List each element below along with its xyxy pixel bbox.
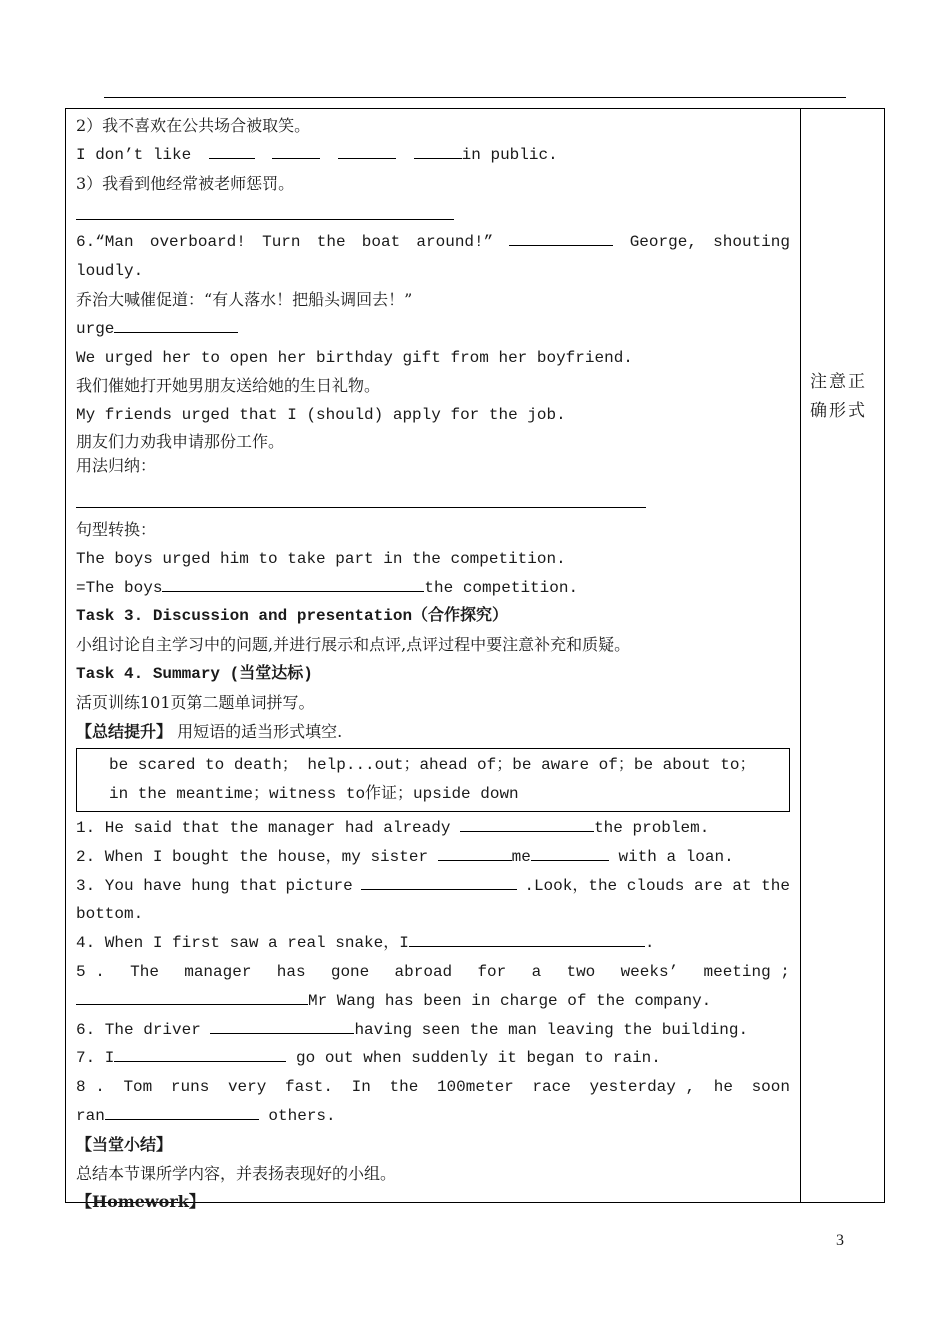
word: shouting — [713, 233, 790, 252]
word: 100meter — [436, 1078, 514, 1097]
word: race — [532, 1078, 571, 1097]
blank[interactable] — [114, 1044, 286, 1062]
question-8-continued — [76, 1102, 790, 1131]
word: boat — [361, 233, 401, 252]
transform-source: The boys urged him to take part in the competition. — [76, 549, 566, 568]
word: has — [276, 962, 306, 981]
word: abroad — [394, 962, 453, 981]
text: picture — [285, 876, 353, 895]
word: George, — [629, 233, 697, 252]
text: Mr Wang — [308, 991, 376, 1010]
blank[interactable] — [361, 872, 517, 890]
example-2: My friends urged that I (should) apply for the job. — [76, 406, 566, 425]
blank[interactable] — [105, 1102, 259, 1120]
example-1: We urged her to open her birthday gift from her boyfriend. — [76, 348, 633, 367]
question-3-continued: bottom. — [76, 905, 144, 924]
text: ran — [76, 1106, 105, 1125]
question-1 — [76, 814, 790, 843]
transform-label: 句型转换： — [76, 519, 157, 539]
page-number: 3 — [836, 1232, 844, 1249]
text: has been in charge of the company. — [384, 991, 712, 1010]
text: .Look，the clouds are at the — [524, 876, 790, 895]
word: meeting ; — [703, 962, 790, 981]
summary-heading: 【总结提升】 — [76, 721, 173, 741]
text: go out when suddenly it began to rain. — [296, 1049, 661, 1068]
word: 5 . — [76, 962, 105, 981]
question-5 — [76, 958, 790, 987]
text: . — [644, 934, 655, 953]
text: =The boys — [76, 578, 163, 597]
question-2 — [76, 843, 790, 872]
margin-note: 注意正确形式 — [810, 372, 867, 421]
blank[interactable] — [460, 814, 594, 832]
question-7 — [76, 1044, 790, 1073]
question-3 — [76, 872, 790, 901]
task-4-heading: Task 4. Summary (当堂达标) — [76, 664, 313, 683]
text: the problem. — [594, 818, 710, 837]
word: very — [227, 1078, 267, 1097]
word: soon — [751, 1078, 790, 1097]
text: 2. When I bought the house，my sister — [76, 847, 429, 866]
text: urge — [76, 319, 115, 338]
header-rule — [104, 97, 846, 98]
text: having seen the man leaving the building. — [354, 1020, 749, 1039]
word: for — [477, 962, 507, 981]
word: 8 . — [76, 1078, 105, 1097]
word: the — [316, 233, 346, 252]
example-1-translation: 我们催她打开她男朋友送给她的生日礼物。 — [76, 376, 381, 396]
summary-line — [76, 718, 790, 747]
word: two — [566, 962, 596, 981]
sentence-2: 2）我不喜欢在公共场合被取笑。 — [76, 116, 311, 135]
blank[interactable] — [414, 141, 462, 159]
question-5-continued — [76, 987, 790, 1016]
class-summary-heading: 【当堂小结】 — [76, 1134, 173, 1154]
blank[interactable] — [438, 843, 512, 861]
text: with a loan. — [618, 847, 734, 866]
word: the — [389, 1078, 419, 1097]
question-6 — [76, 1016, 790, 1045]
blank[interactable] — [531, 843, 609, 861]
blank[interactable] — [209, 141, 255, 159]
question-4 — [76, 929, 790, 958]
sentence-2-english — [76, 141, 790, 170]
blank[interactable] — [409, 929, 645, 947]
word: around!” — [416, 233, 494, 252]
task-3-heading: Task 3. Discussion and presentation（合作探究） — [76, 607, 509, 626]
text: me — [511, 847, 531, 866]
word: The — [130, 962, 159, 981]
blank[interactable] — [162, 574, 424, 592]
blank[interactable] — [210, 1016, 354, 1034]
example-2-translation: 朋友们力劝我申请那份工作。 — [76, 431, 285, 451]
summary-instruction: 用短语的适当形式填空. — [177, 721, 343, 741]
text: I don’t like — [76, 145, 192, 164]
word: overboard! — [149, 233, 246, 252]
answer-line[interactable] — [76, 198, 790, 228]
task-3-text: 小组讨论自主学习中的问题,并进行展示和点评,点评过程中要注意补充和质疑。 — [76, 635, 631, 655]
urge-line — [76, 315, 790, 344]
word: fast. — [285, 1078, 334, 1097]
blank[interactable] — [114, 315, 238, 333]
class-summary-text: 总结本节课所学内容，并表扬表现好的小组。 — [76, 1163, 397, 1183]
text: 4. When I first saw a real snake，I — [76, 934, 409, 953]
usage-label: 用法归纳： — [76, 455, 157, 475]
transform-target — [76, 574, 790, 603]
blank[interactable] — [272, 141, 320, 159]
column-divider — [800, 108, 801, 1203]
item-6-translation: 乔治大喊催促道：“有人落水！把船头调回去！” — [76, 289, 413, 309]
blank[interactable] — [76, 987, 308, 1005]
word: a — [531, 962, 542, 981]
word: manager — [184, 962, 252, 981]
phrase-line: be scared to death； help...out；ahead of；be aware of；be about to； — [109, 756, 756, 775]
word: he — [713, 1078, 733, 1097]
question-8 — [76, 1073, 790, 1102]
text: the competition. — [424, 578, 579, 597]
word: 6.“Man — [76, 233, 134, 252]
word: In — [351, 1078, 371, 1097]
text: others. — [268, 1106, 336, 1125]
text: 7. I — [76, 1049, 115, 1068]
sentence-3: 3）我看到他经常被老师惩罚。 — [76, 173, 295, 193]
answer-line[interactable] — [76, 478, 790, 516]
text: in public. — [461, 145, 558, 164]
blank[interactable] — [509, 228, 613, 246]
task-4-text: 活页训练101页第二题单词拼写。 — [76, 692, 315, 712]
main-column — [76, 112, 790, 1217]
phrase-box — [76, 748, 790, 812]
word: weeks’ — [620, 962, 679, 981]
text: 3. You have hung that — [76, 876, 278, 895]
word: runs — [170, 1078, 210, 1097]
text: 6. The driver — [76, 1020, 201, 1039]
phrase-line: in the meantime；witness to作证；upside down — [109, 785, 519, 804]
homework-heading: 【Homework】 — [76, 1192, 205, 1212]
word: gone — [330, 962, 370, 981]
word: Turn — [262, 233, 301, 252]
item-6-continued: loudly. — [76, 262, 144, 281]
blank[interactable] — [338, 141, 396, 159]
word: Tom — [123, 1078, 153, 1097]
text: 1. He said that the manager had already — [76, 818, 451, 837]
word: yesterday , — [589, 1078, 696, 1097]
item-6-line — [76, 228, 790, 257]
